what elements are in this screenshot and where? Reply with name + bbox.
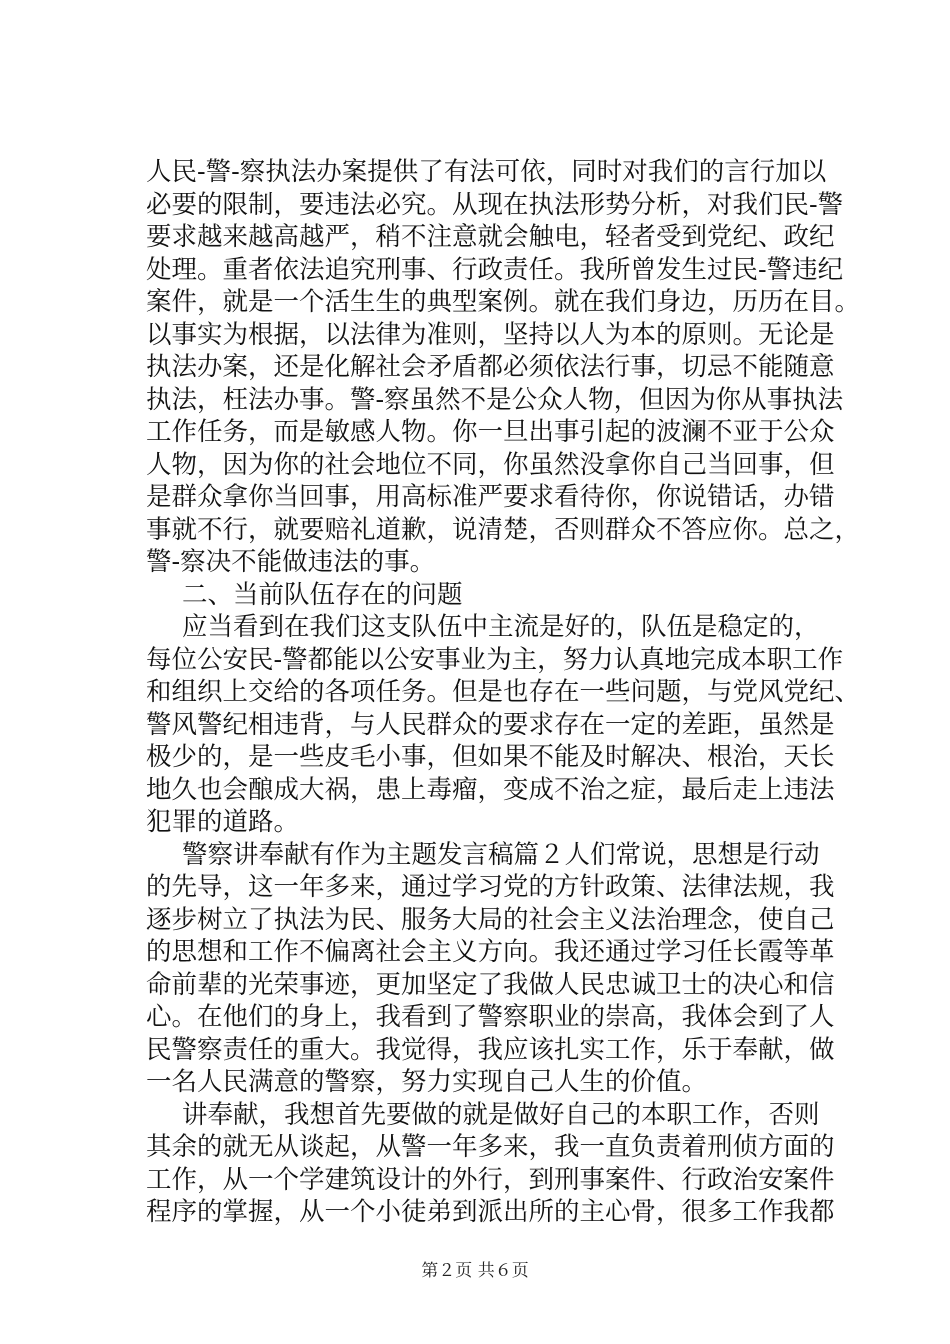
text-line: 一名人民满意的警察，努力实现自己人生的价值。 <box>146 1067 708 1097</box>
text-line: 犯罪的道路。 <box>146 807 300 837</box>
text-line: 以事实为根据，以法律为准则，坚持以人为本的原则。无论是 <box>146 319 835 350</box>
text-line: 命前辈的光荣事迹，更加坚定了我做人民忠诚卫士的决心和信 <box>146 969 835 1000</box>
text-line: 工作任务，而是敏感人物。你一旦出事引起的波澜不亚于公众 <box>146 417 835 447</box>
page-footer: 第２页 共６页 <box>421 1261 529 1281</box>
text-line: 地久也会酿成大祸，患上毒瘤，变成不治之症，最后走上违法 <box>146 774 835 805</box>
text-line: 警察讲奉献有作为主题发言稿篇２人们常说，思想是行动 <box>182 839 820 870</box>
text-line: 人物，因为你的社会地位不同，你虽然没拿你自己当回事，但 <box>146 449 835 480</box>
text-line: 心。在他们的身上，我看到了警察职业的崇高，我体会到了人 <box>146 1002 835 1032</box>
text-line: 其余的就无从谈起，从警一年多来，我一直负责着刑侦方面的 <box>146 1132 835 1162</box>
text-line: 执法，枉法办事。警-察虽然不是公众人物，但因为你从事执法 <box>146 384 844 415</box>
text-line: 讲奉献，我想首先要做的就是做好自己的本职工作，否则 <box>182 1099 820 1130</box>
text-line: 案件，就是一个活生生的典型案例。就在我们身边，历历在目。 <box>146 287 861 317</box>
text-line: 工作，从一个学建筑设计的外行，到刑事案件、行政治安案件 <box>146 1164 835 1195</box>
text-line: 人民-警-察执法办案提供了有法可依，同时对我们的言行加以 <box>146 157 827 187</box>
text-line: 警-察决不能做违法的事。 <box>146 547 436 577</box>
text-line: 极少的，是一些皮毛小事，但如果不能及时解决、根治，天长 <box>146 742 835 772</box>
text-line: 民警察责任的重大。我觉得，我应该扎实工作，乐于奉献，做 <box>146 1034 835 1065</box>
text-line: 要求越来越高越严，稍不注意就会触电，轻者受到党纪、政纪 <box>146 222 835 252</box>
text-line: 逐步树立了执法为民、服务大局的社会主义法治理念，使自己 <box>146 904 835 935</box>
text-line: 警风警纪相违背，与人民群众的要求存在一定的差距，虽然是 <box>146 709 835 740</box>
text-line: 事就不行，就要赔礼道歉，说清楚，否则群众不答应你。总之， <box>146 514 861 545</box>
text-line: 是群众拿你当回事，用高标准严要求看待你，你说错话，办错 <box>146 482 835 512</box>
text-line: 程序的掌握，从一个小徒弟到派出所的主心骨，很多工作我都 <box>146 1197 835 1227</box>
text-line: 应当看到在我们这支队伍中主流是好的，队伍是稳定的， <box>182 612 820 642</box>
text-line: 的思想和工作不偏离社会主义方向。我还通过学习任长霞等革 <box>146 937 835 967</box>
text-line: 必要的限制，要违法必究。从现在执法形势分析，对我们民-警 <box>146 189 844 220</box>
text-line: 执法办案，还是化解社会矛盾都必须依法行事，切忌不能随意 <box>146 352 835 382</box>
document-body <box>146 156 866 1229</box>
text-line: 和组织上交给的各项任务。但是也存在一些问题，与党风党纪、 <box>146 677 861 707</box>
text-line: 每位公安民-警都能以公安事业为主，努力认真地完成本职工作 <box>146 644 844 675</box>
text-line: 的先导，这一年多来，通过学习党的方针政策、法律法规，我 <box>146 872 835 902</box>
text-line: 二、当前队伍存在的问题 <box>182 579 463 610</box>
text-line: 处理。重者依法追究刑事、行政责任。我所曾发生过民-警违纪 <box>146 254 844 285</box>
